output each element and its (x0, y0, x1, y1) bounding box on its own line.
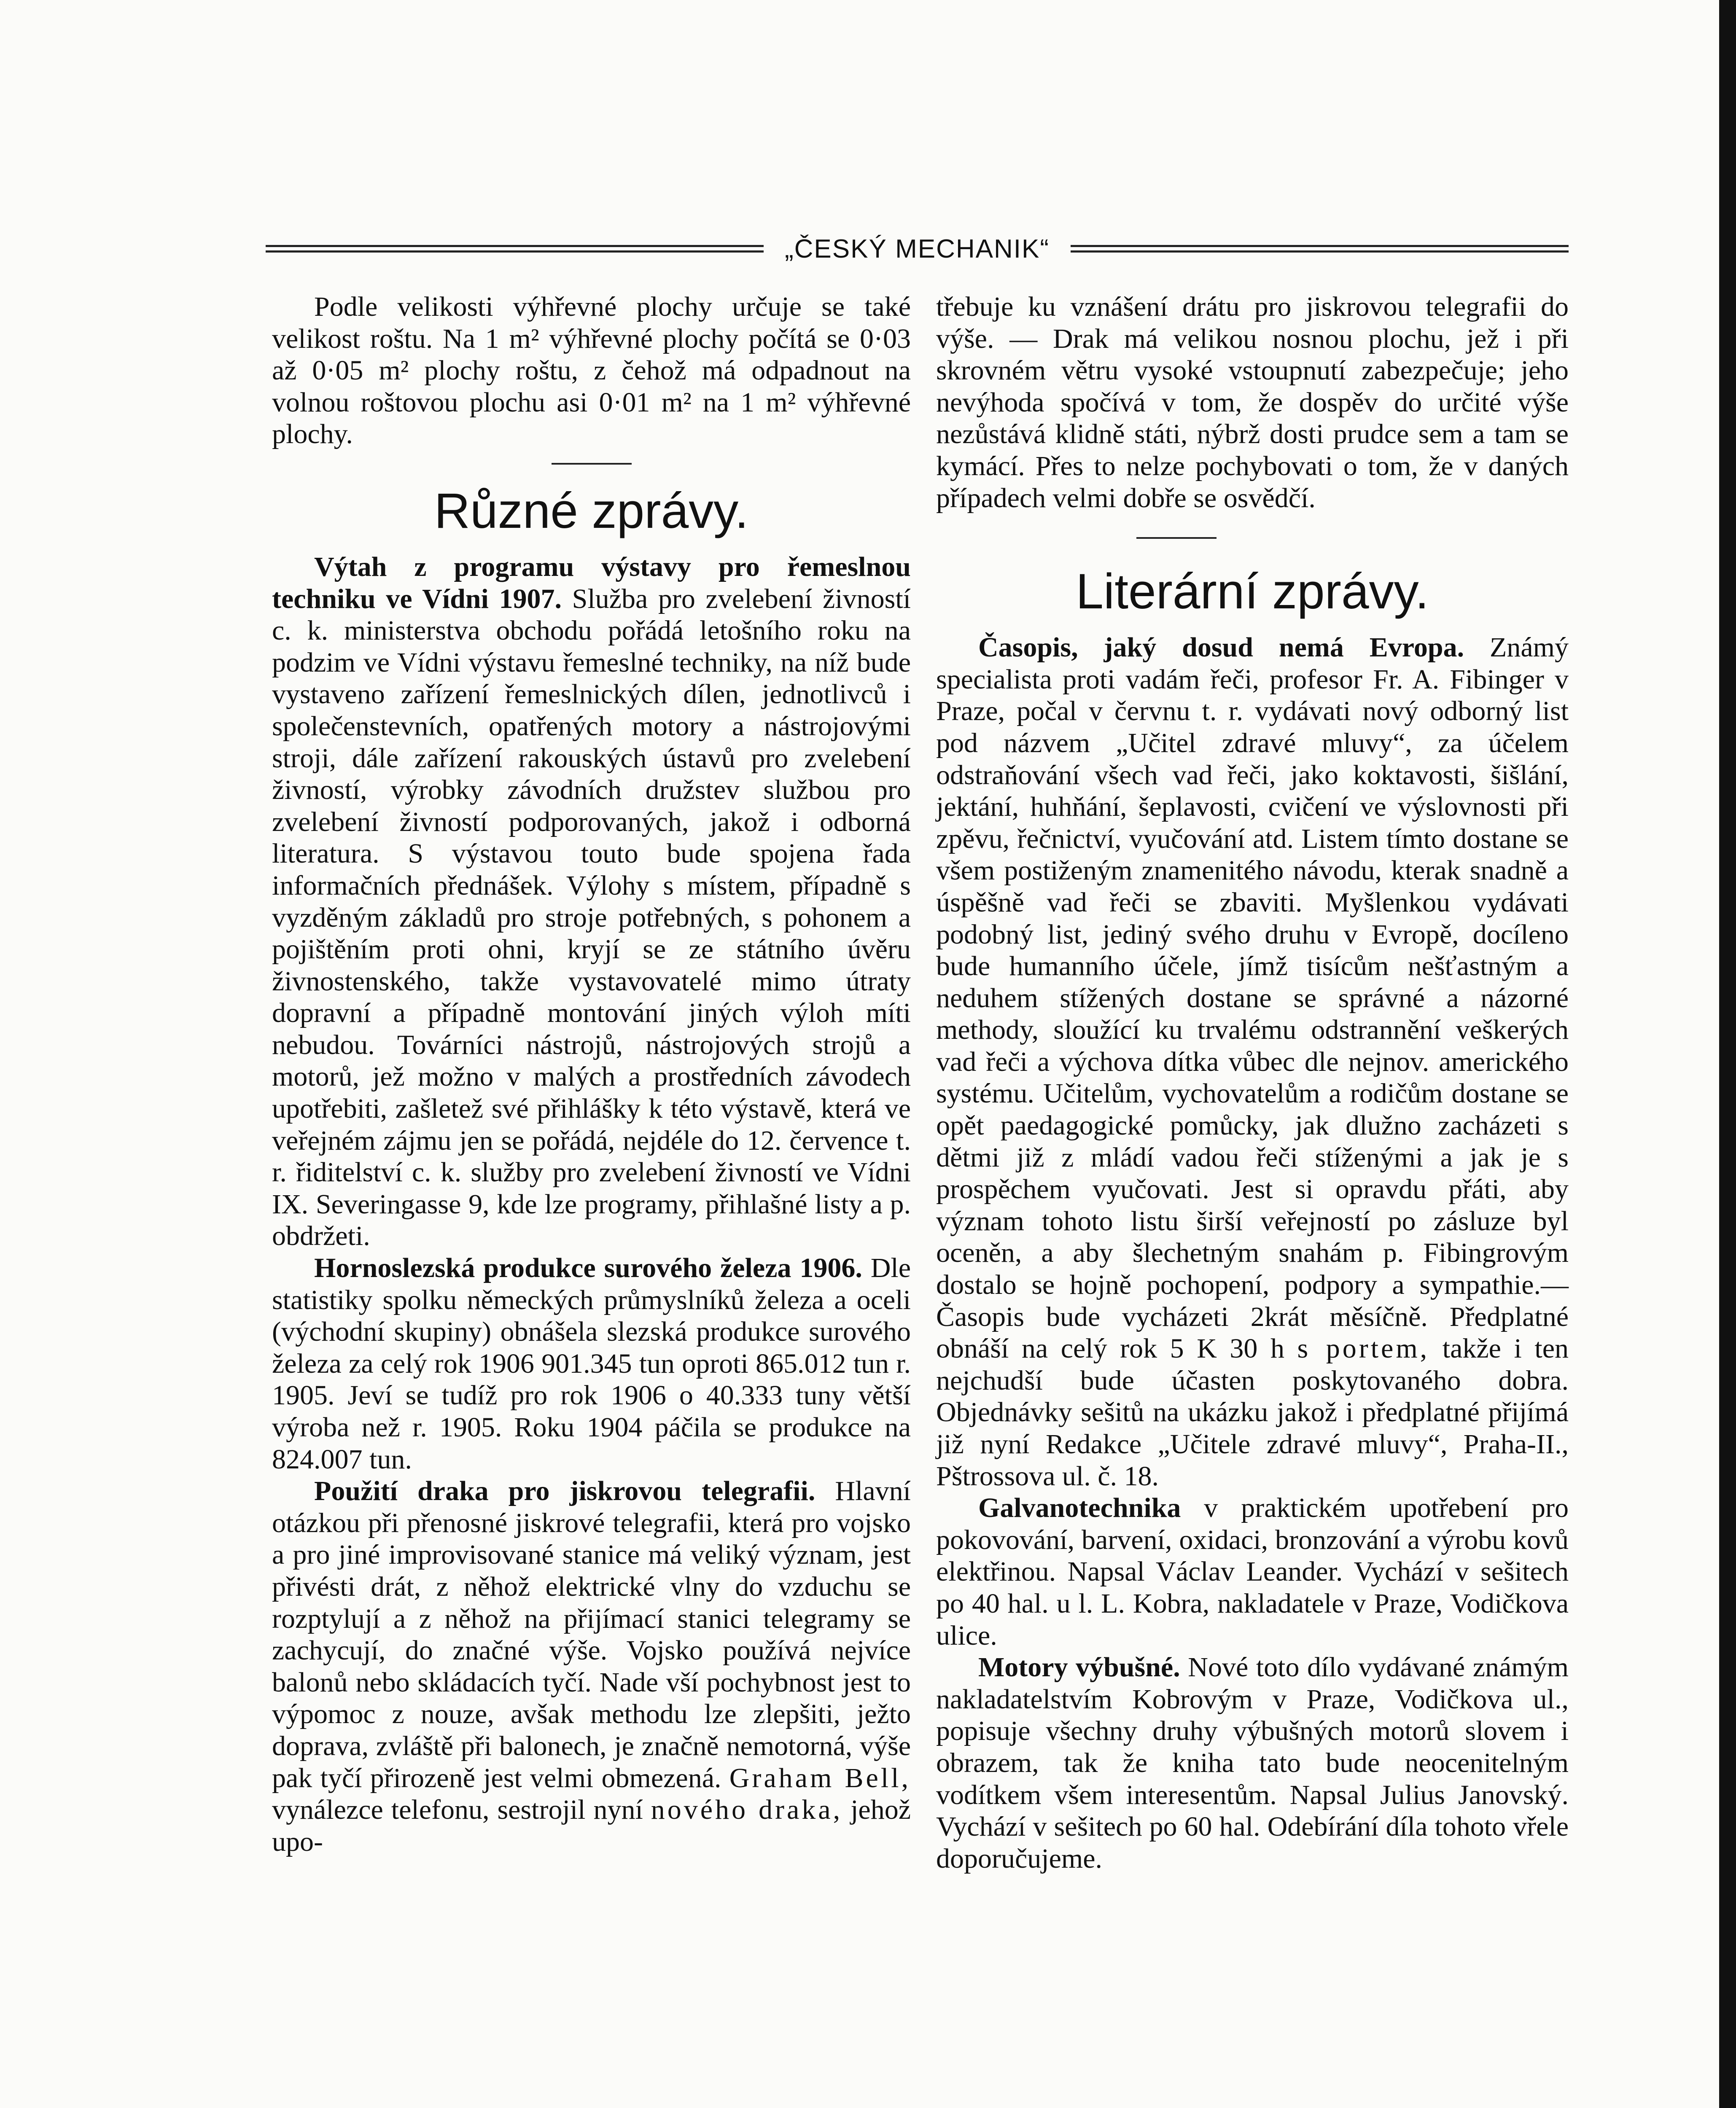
section-title-news: Různé zprávy. (434, 483, 749, 539)
article-body: Dle statistiky spolku německých průmyslníků železa a oceli (východní skupiny) obnášela slezská produkce surového železa za celý rok 1906 901.345 tun oproti 865.012 tun r. 1905. Jeví se tudíž pro rok 1906 o 40.333 tuny větší výroba než r. 1905. Roku 1904 páčila se produkce na 824.007 tun. (272, 1253, 911, 1475)
separator-rule (552, 463, 632, 465)
article-title: Motory výbušné. (978, 1652, 1180, 1683)
intro-paragraph: Podle velikosti výhřevné plochy určuje se také velikost roštu. Na 1 m² výhřevné plochy počítá se 0·03 až 0·05 m² plochy roštu, z čehož má odpadnout na volnou roštovou plochu asi 0·01 m² na 1 m² výhřevné plochy. (272, 291, 911, 450)
article-body: vynálezce telefonu, sestrojil nyní (272, 1794, 643, 1826)
article-person-name: Graham Bell, (729, 1762, 911, 1793)
article-body: Nové toto dílo vydávané známým nakladatelstvím Kobrovým v Praze, Vodičkova ul., popisuje všechny druhy výbušných motorů slovem i obrazem, tak že kniha tato bude neocenitelným vodítkem všem interesentům. Napsal Julius Janovský. Vychází v sešitech po 60 hal. Odebírání díla tohoto vřele doporučujeme. (936, 1652, 1569, 1874)
article-motors (936, 1651, 1569, 1874)
article-title: Galvanotechnika (978, 1492, 1181, 1524)
article-iron-production (272, 1252, 911, 1475)
article-body: takže i ten nejchudší bude účasten poskytovaného dobra. Objednávky sešitů na ukázku jakož i předplatné přijímá již nyní Redakce „Učitele zdravé mluvy“, Praha-II., Pštrossova ul. č. 18. (936, 1333, 1569, 1492)
article-body: jehož upo- (272, 1794, 911, 1857)
article-title: Použití draka pro jiskrovou telegrafii. (314, 1476, 816, 1507)
article-emphasis: s portem, (1297, 1333, 1430, 1364)
article-title: Časopis, jaký dosud nemá Evropa. (978, 632, 1464, 663)
left-column (272, 291, 911, 1858)
article-kite-telegraphy (272, 1475, 911, 1858)
running-header (266, 234, 1569, 264)
article-body: v praktickém upotřebení pro pokovování, barvení, oxidaci, bronzování a výrobu kovů elektřinou. Napsal Václav Leander. Vychází v sešitech po 40 hal. u l. L. Kobra, nakladatele v Praze, Vodičkova ulice. (936, 1492, 1569, 1651)
article-galvanotechnika (936, 1492, 1569, 1651)
article-title: Výtah z programu výstavy pro řemeslnou techniku ve Vídni 1907. (272, 551, 911, 614)
article-body: Služba pro zvelebení živností c. k. ministerstva obchodu pořádá letošního roku na podzim ve Vídni výstavu řemeslné techniky, na níž bude vystaveno zařízení řemeslnických dílen, jednotlivců i společenstevních, opatřených motory a nástrojovými stroji, dále zařízení rakouských ústavů pro zvelebení živností, výrobky závodních družstev službou pro zvelebení živností podporovaných, jakož i odborná literatura. S výstavou touto bude spojena řada informačních přednášek. Výlohy s místem, případně s vyzděným základů pro stroje potřebných, s pohonem a pojištěním proti ohni, kryjí se ze státního úvěru živnostenského, takže vystavovatelé mimo útraty dopravní a případně montování jiných výloh míti nebudou. Továrníci nástrojů, nástrojových strojů a motorů, jež možno v malých a prostředních závodech upotřebiti, zašletež své přihlášky k této výstavě, která ve veřejném zájmu jen se pořádá, nejdéle do 12. července t. r. řiditelství c. k. služby pro zvelebení živností ve Vídni IX. Severingasse 9, kde lze programy, přihlašné listy a p. obdržeti. (272, 583, 911, 1252)
article-continuation: třebuje ku vznášení drátu pro jiskrovou telegrafii do výše. — Drak má velikou nosnou plochu, jež i při skrovném větru vysoké vstoupnutí zabezpečuje; jeho nevýhoda spočívá v tom, že dospěv do určité výše nezůstává klidně státi, nýbrž dosti prudce sem a tam se kymácí. Přes to nelze pochybovati o tom, že v daných případech velmi dobře se osvědčí. (936, 291, 1569, 514)
header-rule-right (1071, 245, 1569, 253)
journal-title: „ČESKÝ MECHANIK“ (785, 234, 1050, 264)
article-title: Hornoslezská produkce surového železa 1906. (314, 1253, 862, 1284)
right-column (936, 291, 1569, 1874)
header-rule-left (266, 245, 764, 253)
article-emphasis: nového draka, (651, 1794, 843, 1826)
separator-rule (1136, 537, 1217, 539)
article-body: Hlavní otázkou při přenosné jiskrové telegrafii, která pro vojsko a pro jiné improvisované stanice má veliký význam, jest přivésti drát, z něhož elektrické vlny do vzduchu se rozptylují a z něhož na přijímací stanici telegramy se zachycují, do značné výše. Vojsko používá nejvíce balonů nebo skládacích tyčí. Nade vší pochybnost jest to výpomoc z nouze, avšak methodu lze zlepšiti, ježto doprava, zvláště při balonech, je značně nemotorná, výše pak tyčí přirozeně jest velmi obmezená. (272, 1476, 911, 1793)
scan-border-right (1719, 0, 1736, 2108)
article-journal (936, 632, 1569, 1492)
article-exhibition (272, 551, 911, 1252)
section-title-literary: Literární zprávy. (1076, 564, 1429, 620)
article-body: Známý specialista proti vadám řeči, profesor Fr. A. Fibinger v Praze, počal v červnu t. r. vydávati nový odborný list pod názvem „Učitel zdravé mluvy“, za účelem odstraňování všech vad řeči, jako koktavosti, šišlání, jektání, huhňání, šeplavosti, cvičení ve výslovnosti při zpěvu, řečnictví, vyučování atd. Listem tímto dostane se všem postiženým znamenitého návodu, kterak snadně a úspěšně vad řeči se zbaviti. Myšlenkou vydávati podobný list, jediný svého druhu v Evropě, docíleno bude humanního účele, jímž tisícům nešťastným a neduhem stížených dostane se správné a názorné methody, sloužící ku trvalému odstrannění veškerých vad řeči a výchova dítka vůbec dle nejnov. amerického systému. Učitelům, vychovatelům a rodičům dostane se opět paedagogické pomůcky, jak dlužno zacházeti s dětmi již z mládí vadou řeči stíženými a jak je s prospěchem vyučovati. Jest si opravdu přáti, aby význam tohoto listu širší veřejností po zásluze byl oceněn, a aby šlechetným snahám p. Fibingrovým dostalo se hojně pochopení, podpory a sympathie.— Časopis bude vycházeti 2krát měsíčně. Předplatné obnáší na celý rok 5 K 30 h (936, 632, 1569, 1364)
